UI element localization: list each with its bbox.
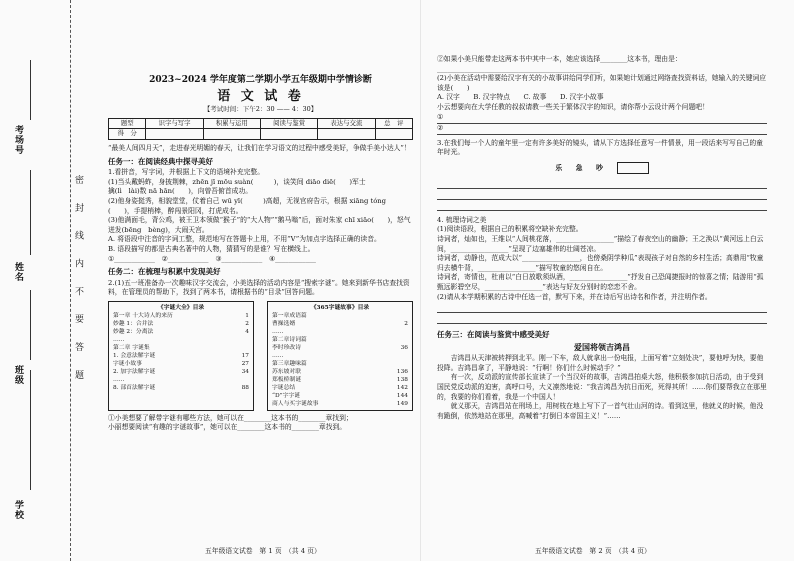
toc-entry: 2. 加字法解字谜 34	[113, 368, 249, 375]
book-1-contents	[108, 301, 254, 411]
task2-title: 任务二：在梳理与积累中发现美好	[108, 267, 221, 277]
score-cell[interactable]	[375, 129, 412, 140]
score-row-label: 得 分	[109, 129, 146, 140]
toc-entry: 第一章成语篇	[272, 312, 307, 319]
toc-entry: 第二章诗词篇	[272, 336, 307, 343]
score-table	[108, 118, 413, 140]
score-header: 总 评	[375, 118, 412, 129]
score-header: 识字与写字	[146, 118, 203, 129]
toc-entry: 商人与买字谜故事 149	[272, 400, 408, 407]
toc-entry: ……	[113, 376, 125, 383]
book-2-title: 《365字谜故事》目录	[310, 304, 370, 311]
question-4-para-3[interactable]: 诗词者，寄情也，杜甫以“白日放歌须纵酒，_________________”抒发自己恐闻捷报时的惊喜之情；陆游用“孤甄远影碧空尽，_________________”表达与好友分别时的恋恋不舍。	[437, 273, 764, 291]
question-4-1: (1)阅读语段，根据自己的积累将空缺补充完整。	[437, 225, 583, 234]
binding-strip	[0, 0, 71, 561]
question-4-2-lines[interactable]	[437, 302, 767, 324]
toc-entry: “D”字字谜 144	[272, 392, 408, 399]
question-4-para-2[interactable]: 诗词者，动静也，范成大以“_________________，也傍桑阴学种瓜”表现孩子对自然的乡村生活；高鼎用“牧童归去横牛背，_________________”描写牧童的悠闲自在。	[437, 254, 764, 272]
name-label: 姓名	[13, 262, 23, 282]
toc-entry: 第三章趣味篇	[272, 360, 307, 367]
question-3c-words: 乐 急 吵	[437, 162, 767, 174]
score-header: 题型	[109, 118, 146, 129]
page-1-column	[108, 70, 413, 433]
question-2-2-blank[interactable]: ________________________________________________	[437, 64, 601, 73]
toc-entry: 1. 会意法解字谜 17	[113, 352, 249, 359]
question-3c-lines[interactable]	[437, 178, 767, 211]
question-1-2: (2)他身姿挺秀，相貌堂堂，仗着自己 wū yī( )高超，无视官府告示，根据 xiāng tóng	[108, 196, 387, 205]
toc-entry: 苏东坡对联 136	[272, 368, 408, 375]
school-label: 学校	[13, 500, 23, 520]
answer-line[interactable]	[437, 178, 767, 189]
footer-page-1: 五年级语文试卷 第 1 页 （共 4 页）	[205, 547, 321, 555]
question-1-1b: 擒(lì lài)数 nā hān( )，向曾吾俯首成功。	[108, 187, 253, 196]
exam-time: 【考试时间：下午2：30 —— 4：30】	[203, 105, 318, 114]
question-2-1b[interactable]: 小丽想要阅读“有趣的字谜故事”，她可以在________这本书的________章找到。	[108, 423, 347, 432]
score-cell[interactable]	[203, 129, 260, 140]
answer-line[interactable]: ②	[437, 124, 767, 135]
answer-line[interactable]	[437, 189, 767, 200]
class-label: 班级	[13, 365, 23, 385]
seat-line	[30, 60, 31, 120]
seat-label: 考场号	[13, 125, 23, 155]
question-2-2[interactable]: ②如果小美只能带走这两本书中其中一本，她应该选择________这本书，理由是：	[437, 55, 682, 63]
question-1: 1.看拼音，写字词，并根据上下文的语境补充完整。	[108, 168, 265, 177]
intro-text: “最美人间四月天”，走进春光明媚的春天，让我们在学习语文的过程中感受美好，争做手美小达人”！	[108, 143, 411, 152]
question-2-1[interactable]: ①小美想要了解带字谜有哪些方法，她可以在________这本书的________章找到；	[108, 413, 353, 422]
question-3: (2)小美在活动中需要给汉字有关的小故事讲给同学们听，如果她计划通过网络查找资料话，她输入的关键词应该是( )	[437, 74, 767, 92]
question-1-b: B. 语段描写的都是古典名著中的人物，猜猜写的是谁？写在横线上。	[108, 244, 315, 253]
question-3b: 小云想要向在大学任教的叔叔请教一些关于繁体汉字的知识，请你帮小云设计两个问题吧！	[437, 102, 709, 111]
score-header: 积累与运用	[203, 118, 260, 129]
name-line	[30, 170, 31, 255]
story-text: 吉鸿昌从天津被转押到北平。刚一下车，敌人就拿出一份电报，上面写着“立刻处决”，要他呼为快，要他投降。吉鸿昌拿了，平静地说：“行啊！你们什么时候动手？” 有一次，反动派的宣传部长宣读了一个当汉奸的故事，吉鸿昌拍桌大怒，他积极参加抗日活动，由于受到国民党反动派的迫害，高呼口号，大义凛然地说：“我吉鸿昌为抗日而死，死得其所！……你们要帮我立在那里的，我要的你们看着，我是一个中国人！ 就义那天，吉鸿昌站在刑场上，用树枝在地上写下了一首气壮山河的诗。看到这里，他就义的时候，他没有跪倒，依然地站在那里，高喊着“打倒日本帝国主义！”……	[437, 354, 767, 420]
toc-entry: ……	[272, 352, 284, 359]
toc-entry: 郑板桥制谜 138	[272, 376, 408, 383]
task3-title: 任务三：在阅读与鉴赏中感受美好	[437, 330, 550, 340]
score-cell[interactable]	[146, 129, 203, 140]
question-3c: 3.在我们每一个人的童年里一定有许多美好的镜头，请从下方选择任意写一件情景，用一段话来写写自己的童年时光。	[437, 138, 763, 157]
toc-entry: 字谜小故事 27	[113, 360, 249, 367]
class-line	[30, 290, 31, 360]
question-4-2: (2)请从本学期积累的古诗中任选一首，默写下来，并在诗后写出诗名和作者，并注明作者。	[437, 292, 712, 301]
toc-entry: 李时珍改诗 36	[272, 344, 408, 351]
answer-line[interactable]	[437, 313, 767, 324]
footer-page-2: 五年级语文试卷 第 2 页 （共 4 页）	[535, 547, 651, 555]
question-1-1: (1)当头戴蚂蚱，身披荆棘，zhēn jī mōu suàn( )，谈笑间 diāo diē( )军士	[108, 177, 366, 186]
task1-title: 任务一：在阅读经典中探寻美好	[108, 156, 213, 166]
score-cell[interactable]	[260, 129, 317, 140]
question-3-options: A. 汉字 B. 汉字特点 C. 故事 D. 汉字小故事	[437, 93, 604, 102]
question-2: 2.(1)五一班准备办一次趣味汉字交流会，小美选择的活动内容是“搜索字谜”。她来到新华书店查找资料，在管理员的帮助下，找到了两本书，请根据书的“目录”回答问题。	[108, 278, 410, 297]
exam-subject: 语 文 试 卷	[217, 88, 304, 104]
toc-entry: 曹操选婿 2	[272, 320, 408, 327]
toc-entry: ……	[113, 336, 125, 343]
answer-line[interactable]	[437, 200, 767, 211]
question-4-para-1[interactable]: 诗词者，灿如也，王维以“人间桃花落，_________________”描绘了春夜空山的幽静；王之涣以“黄河远上白云间，_________________”呈现了边塞雄伟的壮阔苍凉。	[437, 234, 764, 253]
school-line	[30, 370, 31, 490]
toc-entry: 妙趣 1：合并法 2	[113, 320, 249, 327]
question-1-2b: ( )，手提梢棒，醉闯景阳冈，打虎成名。	[108, 206, 243, 215]
toc-entry: ……	[272, 328, 284, 335]
toc-entry: 第二章 字谜集	[113, 344, 150, 351]
seal-line-text: 密 封 线 内 不 要 答 题	[73, 175, 83, 388]
toc-entry: 妙趣 2：分离法 4	[113, 328, 249, 335]
answer-line[interactable]: ①	[437, 113, 767, 124]
book-contents	[108, 301, 413, 411]
toc-entry: 8. 部首法解字谜 88	[113, 384, 249, 391]
book-2-contents	[267, 301, 413, 411]
page-2-column	[437, 55, 767, 421]
question-1-3: (3)他满面毛，背公鸡，被王卫本领做“猴子”的“大人物”“鹅马嗡”后，面对朱家 chī xiāo( )，怒气	[108, 216, 411, 225]
toc-entry: 第一章 十大诗人的来历 1	[113, 312, 249, 319]
answer-line[interactable]	[437, 302, 767, 313]
score-header: 表达与交流	[318, 118, 375, 129]
exam-title: 2023~2024 学年度第二学期小学五年级期中学情诊断	[149, 75, 372, 85]
question-3b-lines[interactable]	[437, 113, 767, 135]
page-fold	[420, 0, 421, 561]
question-1-3b: 迸发(bēng bèng)，大闹天宫。	[108, 225, 209, 234]
book-1-title: 《字谜大全》目录	[157, 304, 205, 311]
score-cell[interactable]	[318, 129, 375, 140]
question-4: 4. 梳理诗词之美	[437, 215, 487, 224]
question-1-a: A. 将语段中注音的字词工整，规范地写在答题卡上用，不用“V”为加点字选择正确的读音。	[108, 235, 381, 244]
question-1-b-blanks[interactable]: ①____________ ②____________ ③____________ ④____________	[108, 254, 316, 263]
score-header: 阅读与鉴赏	[260, 118, 317, 129]
answer-box[interactable]	[617, 162, 649, 174]
story-title: 爱国将领吉鸿昌	[574, 341, 630, 352]
toc-entry: 字谜总结 142	[272, 384, 408, 391]
